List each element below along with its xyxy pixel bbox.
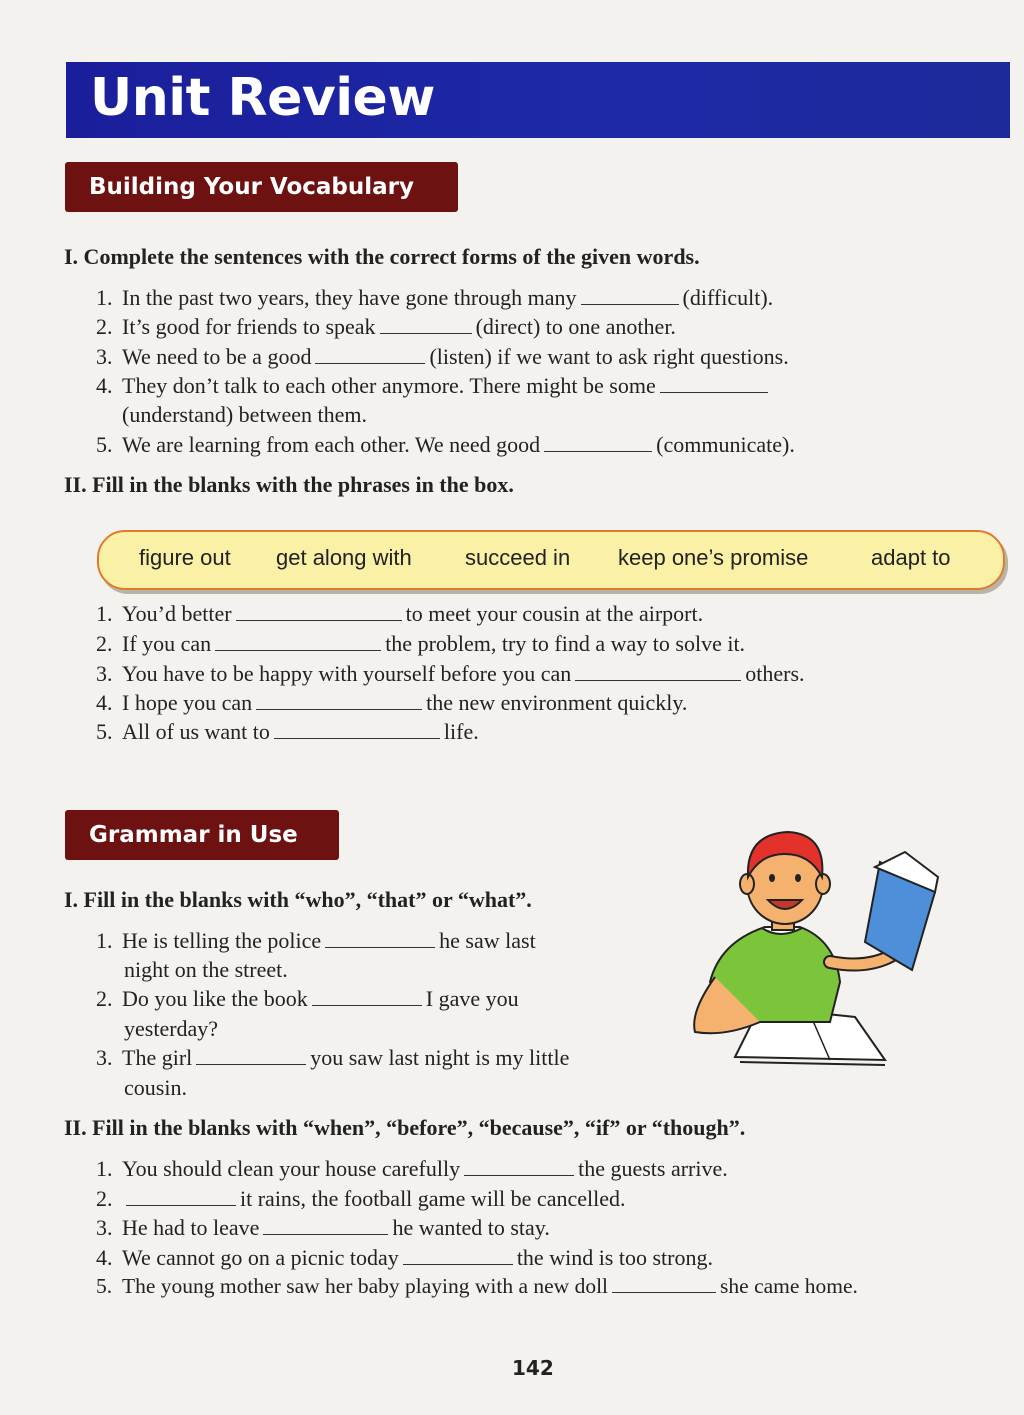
item-number: 2. — [96, 986, 113, 1011]
grammar-part2-heading: II. Fill in the blanks with “when”, “before”, “because”, “if” or “though”. — [64, 1115, 746, 1140]
item-text-before: If you can — [122, 631, 212, 656]
item-number: 1. — [96, 1156, 113, 1181]
item-text-before: We are learning from each other. We need good — [122, 432, 541, 457]
grammar2-item-3 — [96, 1215, 550, 1241]
item-number: 3. — [96, 1215, 113, 1240]
answer-blank[interactable] — [581, 286, 679, 305]
vocab-item-4-continued: (understand) between them. — [122, 402, 367, 427]
grammar-item-3-continued: cousin. — [124, 1075, 187, 1100]
answer-blank[interactable] — [544, 433, 652, 452]
item-number: 3. — [96, 661, 113, 686]
answer-blank[interactable] — [575, 662, 741, 681]
title-banner — [66, 62, 1010, 138]
item-text-after: she came home. — [720, 1274, 858, 1298]
item-text-after: to meet your cousin at the airport. — [405, 601, 704, 626]
vocab2-item-3 — [96, 661, 805, 687]
item-text-before: Do you like the book — [122, 986, 308, 1011]
item-text-after: (communicate). — [656, 432, 795, 457]
answer-blank[interactable] — [380, 315, 472, 334]
vocab2-item-1 — [96, 601, 703, 627]
grammar-item-1-continued: night on the street. — [124, 957, 288, 982]
item-number: 2. — [96, 1186, 113, 1211]
phrase-option: figure out — [139, 545, 231, 570]
item-number: 4. — [96, 1245, 113, 1270]
phrase-option: keep one’s promise — [618, 545, 809, 570]
grammar2-item-1 — [96, 1156, 728, 1182]
item-number: 1. — [96, 285, 113, 310]
answer-blank[interactable] — [126, 1187, 236, 1206]
grammar-item-2 — [96, 986, 519, 1012]
item-text-before: The girl — [122, 1045, 193, 1070]
item-number: 5. — [96, 719, 113, 744]
answer-blank[interactable] — [263, 1216, 388, 1235]
item-number: 4. — [96, 690, 113, 715]
vocab-item-5 — [96, 432, 795, 458]
vocab-item-4 — [96, 373, 772, 399]
grammar-item-2-continued: yesterday? — [124, 1016, 219, 1041]
section-tab-grammar: Grammar in Use — [65, 810, 339, 860]
item-text-after: the wind is too strong. — [516, 1245, 713, 1270]
item-text-after: I gave you — [425, 986, 519, 1011]
grammar-item-1 — [96, 928, 536, 954]
phrase-option: adapt to — [871, 545, 951, 570]
item-text-before: They don’t talk to each other anymore. There might be some — [122, 373, 656, 398]
phrase-option: get along with — [276, 545, 412, 570]
grammar-item-3 — [96, 1045, 569, 1071]
answer-blank[interactable] — [256, 691, 422, 710]
item-text-before: You’d better — [122, 601, 232, 626]
vocab-part2-heading: II. Fill in the blanks with the phrases in the box. — [64, 472, 514, 497]
item-text-before: You have to be happy with yourself before you can — [122, 661, 572, 686]
item-text-before: I hope you can — [122, 690, 253, 715]
phrase-option: succeed in — [465, 545, 571, 570]
grammar2-item-2 — [96, 1186, 625, 1212]
item-text-before: All of us want to — [122, 719, 270, 744]
vocab-item-3 — [96, 344, 789, 370]
item-text-after: he wanted to stay. — [392, 1215, 550, 1240]
item-number: 3. — [96, 1045, 113, 1070]
answer-blank[interactable] — [274, 720, 440, 739]
answer-blank[interactable] — [312, 987, 422, 1006]
vocab-part1-heading: I. Complete the sentences with the correct forms of the given words. — [64, 244, 700, 269]
item-number: 3. — [96, 344, 113, 369]
item-text-before: It’s good for friends to speak — [122, 314, 376, 339]
answer-blank[interactable] — [196, 1046, 306, 1065]
item-text-before: In the past two years, they have gone through many — [122, 285, 577, 310]
vocab-item-2 — [96, 314, 676, 340]
vocab-item-1 — [96, 285, 773, 311]
boy-reading-illustration — [680, 822, 950, 1072]
vocab2-item-4 — [96, 690, 687, 716]
item-number: 1. — [96, 601, 113, 626]
item-text-before: He had to leave — [122, 1215, 260, 1240]
item-text-after: he saw last — [439, 928, 536, 953]
page-title: Unit Review — [90, 68, 435, 128]
answer-blank[interactable] — [325, 929, 435, 948]
page-number: 142 — [512, 1356, 554, 1380]
phrase-box — [97, 530, 1005, 590]
item-number: 1. — [96, 928, 113, 953]
item-text-before: We need to be a good — [122, 344, 312, 369]
item-text-before: The young mother saw her baby playing with a new doll — [122, 1274, 609, 1298]
grammar2-item-4 — [96, 1245, 713, 1271]
grammar2-item-5 — [96, 1274, 858, 1299]
item-number: 4. — [96, 373, 113, 398]
item-text-before: You should clean your house carefully — [122, 1156, 461, 1181]
section-tab-vocabulary: Building Your Vocabulary — [65, 162, 458, 212]
vocab2-item-5 — [96, 719, 479, 745]
answer-blank[interactable] — [236, 602, 402, 621]
answer-blank[interactable] — [315, 345, 425, 364]
item-number: 5. — [96, 432, 113, 457]
item-number: 2. — [96, 631, 113, 656]
item-text-after: the new environment quickly. — [426, 690, 688, 715]
answer-blank[interactable] — [660, 374, 768, 393]
item-text-after: the problem, try to find a way to solve it. — [385, 631, 746, 656]
answer-blank[interactable] — [464, 1157, 574, 1176]
item-text-before: He is telling the police — [122, 928, 322, 953]
item-text-after: (difficult). — [682, 285, 774, 310]
item-text-after: (listen) if we want to ask right questions. — [429, 344, 789, 369]
item-text-after: life. — [443, 719, 479, 744]
item-text-after: the guests arrive. — [578, 1156, 728, 1181]
grammar-part1-heading: I. Fill in the blanks with “who”, “that” or “what”. — [64, 887, 532, 912]
item-text-after: you saw last night is my little — [310, 1045, 570, 1070]
answer-blank[interactable] — [612, 1274, 716, 1293]
item-text-after: it rains, the football game will be cancelled. — [240, 1186, 626, 1211]
answer-blank[interactable] — [215, 632, 381, 651]
answer-blank[interactable] — [403, 1246, 513, 1265]
item-text-after: (direct) to one another. — [475, 314, 676, 339]
item-number: 5. — [96, 1274, 113, 1298]
item-text-after: others. — [745, 661, 805, 686]
item-number: 2. — [96, 314, 113, 339]
item-text-before: We cannot go on a picnic today — [122, 1245, 399, 1270]
vocab2-item-2 — [96, 631, 745, 657]
